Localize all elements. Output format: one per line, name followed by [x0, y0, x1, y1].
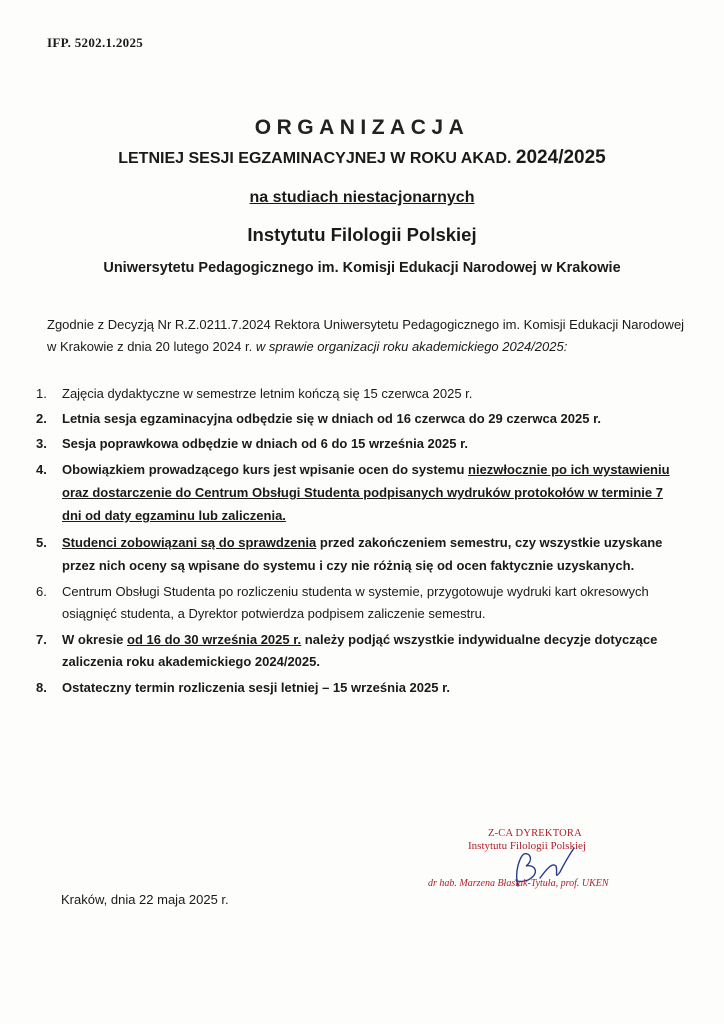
item-text: Obowiązkiem prowadzącego kurs jest wpisanie ocen do systemu: [62, 462, 469, 477]
signature-stamp: [428, 828, 648, 898]
item-number: 1.: [36, 386, 47, 401]
item-number: 3.: [36, 436, 47, 451]
list-item: [36, 433, 686, 454]
item-text: Letnia sesja egzaminacyjna odbędzie się w dniach od 16 czerwca do 29 czerwca 2025 r.: [62, 411, 602, 426]
list-item: [36, 677, 686, 698]
list-item: [36, 458, 686, 527]
intro-text: Zgodnie z Decyzją Nr R.Z.0211.7.2024 Rektora Uniwersytetu Pedagogicznego im. Komisji Edukacji Narodowej w Krakowie z dnia 20 lutego 2024 r.: [47, 317, 685, 354]
item-number: 2.: [36, 411, 47, 426]
item-text: Centrum Obsługi Studenta po rozliczeniu studenta w systemie, przygotowuje wydruki kart okresowych osiągnięć studenta, a Dyrektor potwierdza podpisem zaliczenie semestru.: [62, 584, 649, 621]
item-underlined-text: od 16 do 30 września 2025 r.: [127, 632, 302, 647]
document-subtitle: [0, 147, 724, 169]
university-heading: Uniwersytetu Pedagogicznego im. Komisji Edukacji Narodowej w Krakowie: [103, 260, 621, 276]
document-reference-number: IFP. 5202.1.2025: [47, 35, 144, 50]
list-item: [36, 408, 686, 429]
item-number: 8.: [36, 680, 47, 695]
item-text: Sesja poprawkowa odbędzie w dniach od 6 do 15 września 2025 r.: [62, 436, 469, 451]
item-underlined-text: Studenci zobowiązani są do sprawdzenia: [62, 535, 317, 550]
intro-paragraph: [47, 314, 687, 358]
study-mode-heading: na studiach niestacjonarnych: [249, 189, 475, 206]
subtitle-year: 2024/2025: [515, 147, 606, 168]
item-number: 6.: [36, 584, 47, 599]
list-item: [36, 629, 686, 673]
stamp-title: Z-CA DYREKTORA: [488, 828, 582, 839]
place-and-date: Kraków, dnia 22 maja 2025 r.: [61, 892, 229, 907]
rules-list: [36, 383, 686, 698]
intro-italic-text: w sprawie organizacji roku akademickiego 2024/2025:: [255, 339, 568, 354]
document-title: ORGANIZACJA: [254, 116, 470, 139]
list-item: [36, 531, 686, 577]
subtitle-text: LETNIEJ SESJI EGZAMINACYJNEJ W ROKU AKAD.: [118, 150, 512, 167]
item-number: 7.: [36, 632, 47, 647]
list-item: [36, 383, 686, 404]
item-number: 4.: [36, 462, 47, 477]
item-underlined-text: niezwłocznie po ich wystawieniu oraz dostarczenie do Centrum Obsługi Studenta podpisanych wydruków protokołów w terminie 7 dni od daty egzaminu lub zaliczenia.: [62, 462, 670, 523]
stamp-institute: Instytutu Filologii Polskiej: [468, 840, 586, 852]
item-text: Ostateczny termin rozliczenia sesji letniej – 15 września 2025 r.: [62, 680, 451, 695]
item-text: W okresie: [62, 632, 128, 647]
signatory-name: dr hab. Marzena Błasiak-Tytuła, prof. UKEN: [428, 878, 609, 889]
item-text: przed zakończeniem semestru, czy wszystkie uzyskane przez nich oceny są wpisane do systemu i czy nie różnią się od ocen faktycznie uzyskanych.: [62, 535, 663, 573]
item-text-continued: należy podjąć wszystkie indywidualne decyzje dotyczące zaliczenia roku akademickiego 2024/2025.: [62, 632, 658, 669]
institute-heading: Instytutu Filologii Polskiej: [247, 224, 477, 245]
item-text: Zajęcia dydaktyczne w semestrze letnim kończą się 15 czerwca 2025 r.: [62, 386, 473, 401]
item-number: 5.: [36, 535, 47, 550]
list-item: [36, 581, 686, 625]
